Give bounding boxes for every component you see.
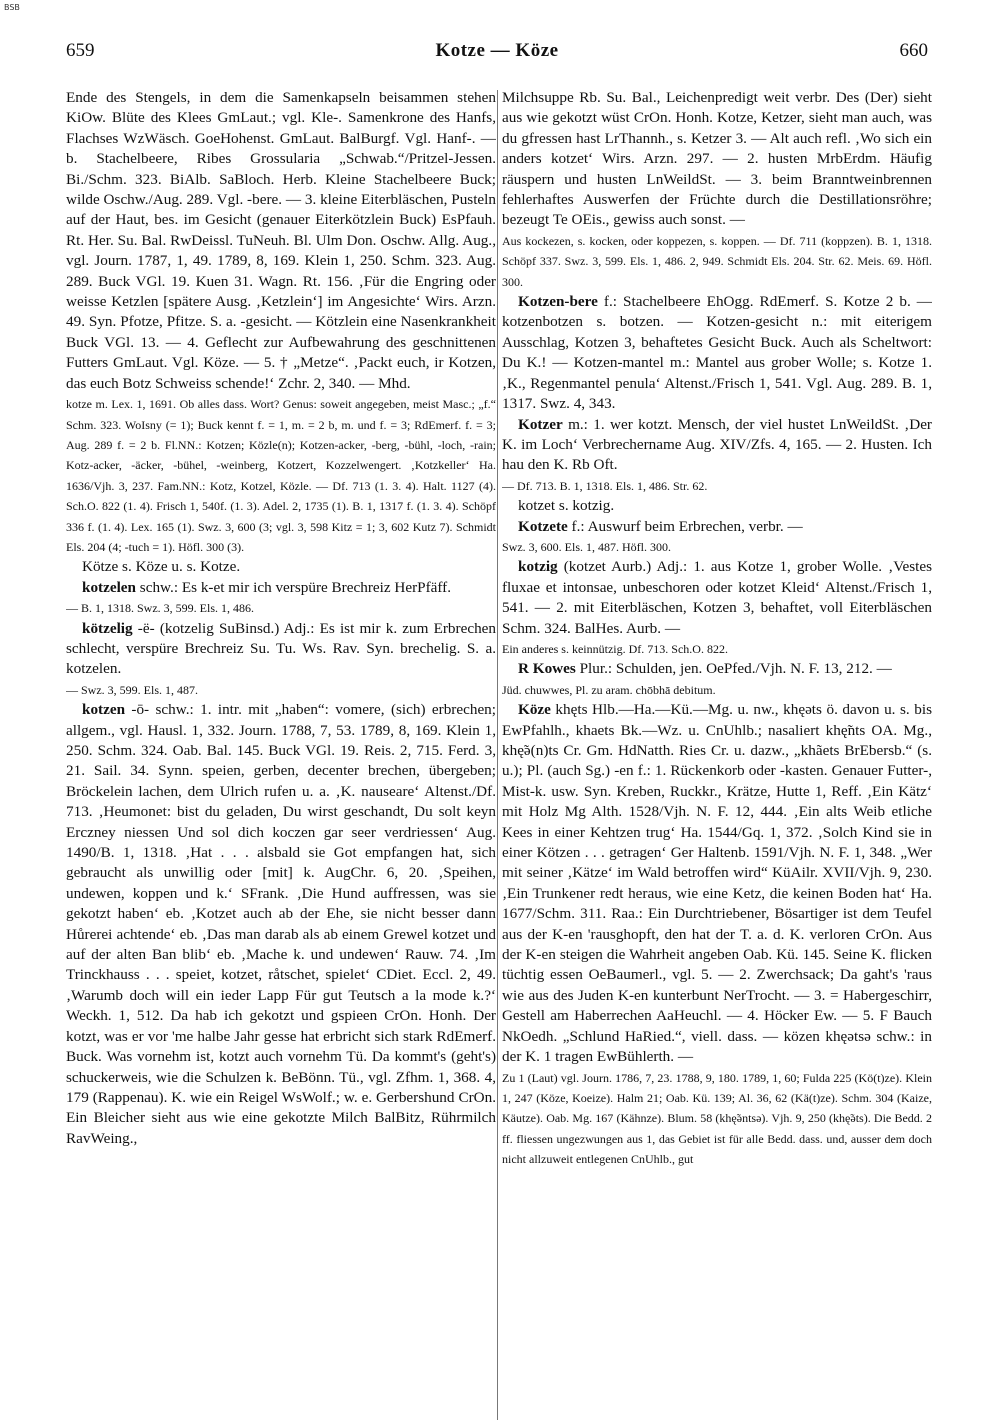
entry-body: Milchsuppe Rb. Su. Bal., Leichenpredigt weit verbr. Des (Der) sieht aus wie gekotzt wüst CrOn. Honh. Kotze, Ketzer, sieht man auch, was du gfressen hast LrThannh., s. Ketzer 3. — Alt auch refl. ‚Wo sich ein anders kotzet‘ Wirs. Arzn. 297. — 2. husten MrbErdm. Häufig räuspern und husten LnWeildSt. — 3. beim Branntweinbrennen fehlerhaftes Auswerfen der Früchte durch die Destillationsröhre; bezeugt Te OEis., gewiss auch sonst. — — [502, 89, 932, 229]
page-header — [66, 40, 928, 70]
entry-body: — B. 1, 1318. Swz. 3, 599. Els. 1, 486. — [66, 601, 255, 616]
dictionary-entry — [66, 619, 496, 680]
dictionary-entry — [502, 415, 932, 476]
entry-headword: Köze — [518, 701, 551, 719]
library-stamp: BSB — [4, 3, 20, 12]
entry-body: schw.: Es k-et mir ich verspüre Brechreiz HerPfäff. — [136, 578, 452, 596]
dictionary-entry — [502, 557, 932, 639]
entry-body: Ende des Stengels, in dem die Samenkapseln beisammen stehen KiOw. Blüte des Klees GmLaut.; vgl. Kle-. Samenkrone des Hanfs, Flachses WzWäsch. GoeHohenst. GmLaut. BalBurgf. Vgl. Hanf-. — b. Stachelbeere, Ribes Grossularia „Schwab.“/Pritzel-Jessen. Bi./Schm. 323. BiAlb. SaBloch. Herb. Kleine Stachelbeere Buck; wilde Oschw./Aug. 289. Vgl. -bere. — 3. kleine Eiterbläschen, Pusteln auf der Haut, bes. im Gesicht (genauer Eiterkötzlein Buck) EsPfauh. Rt. Her. Su. Bal. RwDeissl. TuNeuh. Bl. Ulm Don. Oschw. Allg. Aug., vgl. Journ. 1787, 1, 49. 1789, 8, 169. Klein 1, 250. Schm. 323. Aug. 289. Buck VGl. 19. Kuen 31. Wagn. Rt. 156. ‚Für die Engring oder weisse Ketzlen [spätere Ausg. ‚Ketzlein‘] im Angesichte‘ Wirs. Arzn. 49. Syn. Pfotze, Pfitze. S. a. -gesicht. — Kötzlein eine Nasenkrankheit Buck VGl. 13. — 4. Geflecht zur Aufbewahrung des geschnittenen Futters GmLaut. Vgl. Köze. — 5. † „Metze“. ‚Packt euch, ir Kotzen, das euch Botz Schweiss schende!‘ Zchr. 2, 340. — Mhd. — [66, 89, 496, 392]
reference-note — [502, 537, 932, 557]
entry-text — [66, 557, 496, 577]
reference-note — [502, 476, 932, 496]
running-title: Kotze — Köze — [435, 40, 559, 61]
reference-note — [66, 598, 496, 618]
dictionary-entry — [502, 700, 932, 1067]
entry-body: Swz. 3, 600. Els. 1, 487. Höfl. 300. — [502, 539, 671, 554]
entry-headword: kotzelen — [82, 578, 136, 596]
entry-body: Zu 1 (Laut) vgl. Journ. 1786, 7, 23. 1788, 9, 180. 1789, 1, 60; Fulda 225 (Kö(t)ze). Klein 1, 247 (Köze, Koeize). Halm 21; Oab. Kü. 139; Al. 36, 62 (Kä(t)ze). Schm. 304 (Kaize, Käutze). Oab. Mg. 167 (Kähnze). Blum. 58 (khę̃əntsə). Vjh. 9, 250 (khę̃əts). Die Bedd. 2 ff. fliessen ungezwungen aus 1, das Gebiet ist für alle Bedd. dass. und, ausser dem doch nicht allzuweit entlegenen CnUhlb., gut — [502, 1070, 932, 1167]
entry-body: Kötze s. Köze u. s. Kotze. — [82, 558, 241, 576]
entry-text — [66, 88, 496, 394]
page-number-left: 659 — [66, 40, 95, 61]
dictionary-entry — [502, 292, 932, 414]
entry-text — [502, 496, 932, 516]
entry-body: m.: 1. wer kotzt. Mensch, der viel hustet LnWeildSt. ‚Der K. im Loch‘ Verbrechername Aug. XIV/Zfs. 4, 165. — 2. Husten. Ich hau den K. Rb Oft. — [502, 415, 932, 474]
entry-body: Aus kockezen, s. kocken, oder koppezen, s. koppen. — Df. 711 (koppzen). B. 1, 1318. Schöpf 337. Swz. 3, 599. Els. 1, 486. 2, 949. Schmidt Els. 204. Str. 62. Meis. 69. Höfl. 300. — [502, 233, 932, 289]
entry-headword: kotzen — [82, 701, 126, 719]
entry-body: Plur.: Schulden, jen. OePfed./Vjh. N. F. 13, 212. — — [575, 660, 892, 678]
entry-headword: kotzig — [518, 558, 558, 576]
entry-body: kotzet s. kotzig. — [518, 497, 615, 515]
reference-note — [502, 231, 932, 292]
entry-body: — Df. 713. B. 1, 1318. Els. 1, 486. Str. 62. — [502, 478, 708, 493]
right-column — [502, 88, 932, 1418]
reference-note — [502, 680, 932, 700]
dictionary-entry — [502, 659, 932, 679]
dictionary-entry — [502, 517, 932, 537]
entry-headword: Kotzete — [518, 517, 568, 535]
dictionary-entry — [66, 578, 496, 598]
entry-body: kotze m. Lex. 1, 1691. Ob alles dass. Wort? Genus: soweit angegeben, meist Masc.; „f.“ Schm. 323. WoIsny (= 1); Buck kennt f. = 1, m. = 2 b, m. und f. = 3; RdEmerf. f. = 3; Aug. 289 f. = 2 b. Fl.NN.: Kotzen; Közle(n); Kotzen-acker, -berg, -bühl, -loch, -rain; Kotz-acker, -äcker, -bühel, -weinberg, Kotzert, Kozzelwengert. ‚Kotzkeller‘ Ha. 1636/Vjh. 3, 237. Fam.NN.: Kotz, Kotzel, Közle. — Df. 713 (1. 3. 4). Halt. 1127 (4). Sch.O. 822 (1. 4). Frisch 1, 540f. (1. 3). Adel. 2, 1735 (1). B. 1, 1317 f. (1. 3. 4). Schöpf 336 f. (1. 4). Lex. 165 (1). Swz. 3, 600 (3; vgl. 3, 598 Kitz = 1; 3, 602 Kutz 7). Schmidt Els. 204 (4; -tuch = 1). Höfl. 300 (3). — [66, 397, 496, 554]
entry-body: -ō- schw.: 1. intr. mit „haben“: vomere, (sich) erbrechen; allgem., vgl. Hausl. 1, 332. Journ. 1788, 7, 53. 1789, 8, 169. Klein 1, 250. Schm. 324. Oab. Bal. 145. Buck VGl. 19. Reis. 2, 715. Ferd. 3, 21. Sail. 34. Synn. speien, gerben, decenter brechen, übergeben; Bröckelein lachen, dem Ulrich rufen u. a. ‚K. nauseare‘ Altenst./Df. 713. ‚Heumonet: bist du geladen, Du wirst geschandt, Du solt keyn Erczney niessen Und sol dich koczen gar seer verdriessen‘ Aug. 1490/B. 1, 1318. ‚Hat . . . alsbald sie Got empfangen hat, sich gebraucht als unwillig oder [mit] k. AugChr. 6, 20. ‚Speihen, undewen, koppen und k.‘ SFrank. ‚Die Hund auffressen, was sie gekotzt haben‘ eb. ‚Kotzet auch ab der Ehe, sie nicht besser dann Hůrerei achtende‘ eb. ‚Das man darab als ab einem Grewel kotzet und auf der alten Ban blib‘ eb. ‚Mache k. und undewen‘ Rauw. 74. ‚Im Trinckhauss . . . speiet, kotzet, råtschet, spielet‘ CDiet. Eccl. 2, 49. ‚Warumb doch will ein ieder Lapp Für gut Teutsch a la mode k.?‘ Weckh. 1, 512. Da hab ich gekotzt und gspieen CrOn. Honh. Der kotzt, was er vor 'me halbe Jahr gesse hat erbricht sich stark RdEmerf. Buck. Was vornehm ist, kotzt auch vornehm Tü. Da kommt's (geht's) schuckerweis, wie die Schulzen k. BeBönn. Tü., vgl. Zfhm. 1, 368. 4, 179 (Rappenau). K. wie ein Reigel WsWolf.; w. e. Gerbershund CrOn. Ein Bleicher sieht aus wie eine gekotzte Milch BalBitz, Rührmilch RavWeing., — [66, 701, 496, 1147]
entry-body: (kotzet Aurb.) Adj.: 1. aus Kotze 1, grober Wolle. ‚Vestes fluxae et intonsae, unbeschoren oder kotzet Kleid‘ Altenst./Frisch 1, 541. — 2. mit Eiterbläschen, Kotzen 3, behaftet, voll Eiterbläschen Schm. 324. BalHes. Aurb. — — [502, 558, 932, 637]
entry-headword: R Kowes — [518, 660, 576, 678]
reference-note — [66, 394, 496, 557]
entry-body: — Swz. 3, 599. Els. 1, 487. — [66, 682, 198, 697]
page-number-right: 660 — [899, 40, 928, 61]
entry-headword: kötzelig — [82, 619, 133, 637]
dictionary-entry — [66, 700, 496, 1149]
entry-body: Jüd. chuwwes, Pl. zu aram. chōbhā debitum. — [502, 682, 716, 697]
entry-body: f.: Stachelbeere EhOgg. RdEmerf. S. Kotze 2 b. — kotzenbotzen s. botzen. — Kotzen-gesicht n.: mit eiterigem Ausschlag, Kotzen 3, behaftetes Gesicht Buck. Auch als Scheltwort: Du K.! — Kotzen-mantel m.: Mantel aus grober Wolle; s. Kotze 1. ‚K., Regenmantel penula‘ Altenst./Frisch 1, 541. Vgl. Aug. 289. B. 1, 1317. Swz. 4, 343. — [502, 293, 932, 413]
reference-note — [66, 680, 496, 700]
reference-note — [502, 639, 932, 659]
entry-body: -ë- (kotzelig SuBinsd.) Adj.: Es ist mir k. zum Erbrechen schlecht, verspüre Brechreiz Su. Tu. Ws. Rav. Syn. brechelig. S. a. kotzelen. — [66, 619, 496, 678]
column-divider — [497, 90, 498, 1420]
entry-body: Ein anderes s. keinnützig. Df. 713. Sch.O. 822. — [502, 641, 728, 656]
entry-body: f.: Auswurf beim Erbrechen, verbr. — — [567, 517, 803, 535]
entry-text — [502, 88, 932, 231]
entry-headword: Kotzen-bere — [518, 293, 598, 311]
left-column — [66, 88, 496, 1418]
entry-body: khęts Hlb.—Ha.—Kü.—Mg. u. nw., khęəts ö. davon u. s. bis EwPfahlh., khaets Bk.—Wz. u. CnUhlb.; nasaliert khę̃nts OA. Mg., khę̃ə(n)ts Cr. Gm. HdNatth. Ries Cr. u. dazw., „khãets BrEbersb.“ (s. u.); Pl. (auch Sg.) -en f.: 1. Rückenkorb oder -kasten. Genauer Futter-, Mist-k. usw. Syn. Kreben, Ruckkr., Krätze, Hutte 1, Reff. ‚Ein Kätz‘ mit Holz Mg Alth. 1528/Vjh. N. F. 12, 444. ‚Ein alts Weib etliche Kees in einer Kehtzen trug‘ Ha. 1544/Gq. 1, 372. ‚Solch Kind sie in einer Kötzen . . . getragen‘ Ger Haltenb. 1591/Vjh. N. F. 1, 348. „Wer mit seiner ‚Kätze‘ im Wald betroffen wird“ KüAilr. XVII/Vjh. 9, 230. ‚Ein Trunkener redt heraus, wie eine Ketz, die keinen Boden hat‘ Ha. 1677/Schm. 311. Raa.: Ein Durchtriebener, Bösartiger ist dem Teufel aus der K-en 'rausghopft, den hat der T. a. d. K. verloren CrOn. Aus der K-en steigen die Wahrheit angeben Oab. Kü. 145. Seine K. flicken tüchtig essen OeBaumerl., vgl. 5. — 2. Zwerchsack; Da gaht's 'raus wie aus des Juden K-en kunterbunt NerTrocht. — 3. = Habergeschirr, Gestell am Haberrechen AaHeuchl. — 4. Höcker Ew. — 5. F Bauch NkOedh. „Schlund HaRied.“, viell. dass. — közen khęətsə schw.: in der K. 1 tragen EwBühlerth. — — [502, 701, 932, 1066]
entry-headword: Kotzer — [518, 415, 563, 433]
reference-note — [502, 1068, 932, 1170]
